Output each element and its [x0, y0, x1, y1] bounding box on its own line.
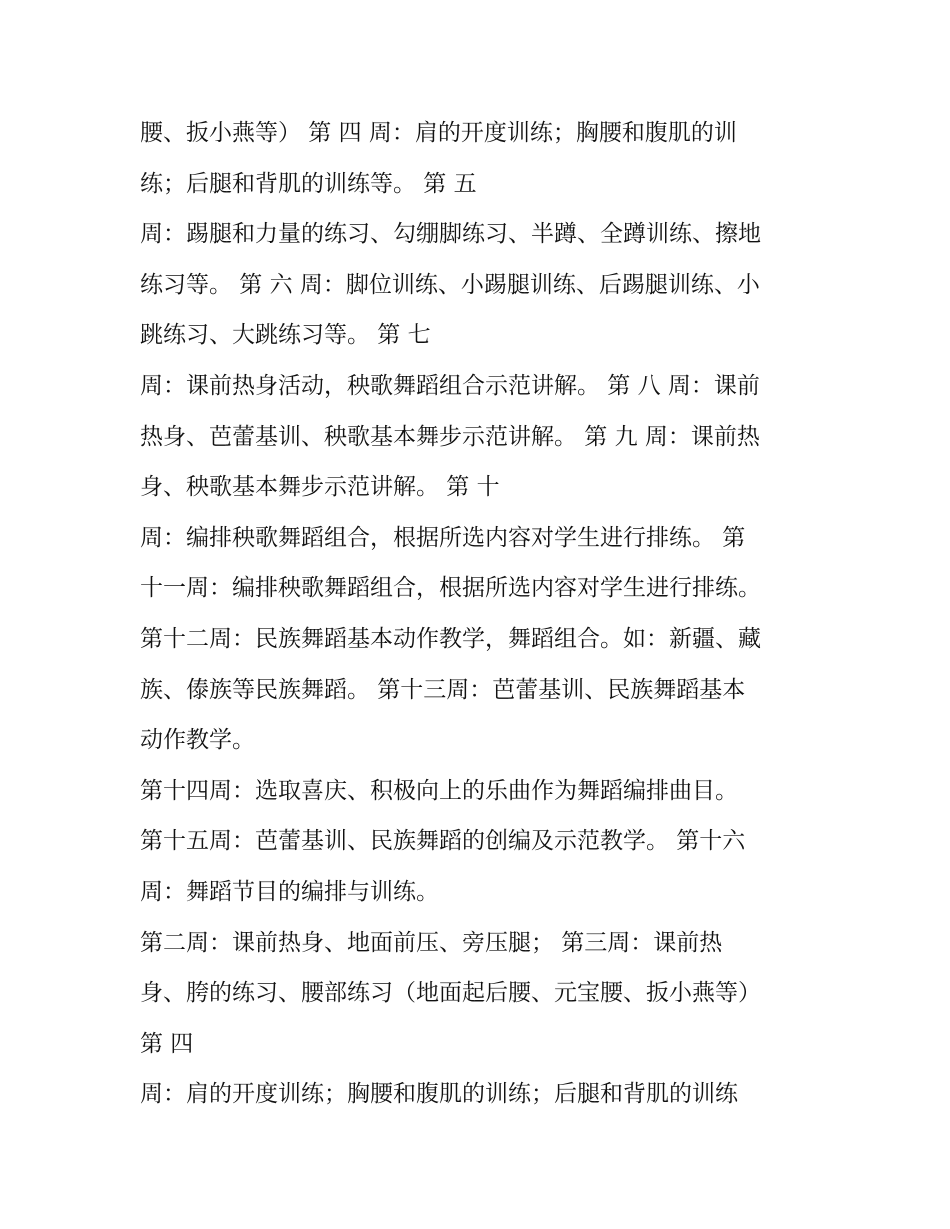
text-line-13: 动作教学。 — [140, 727, 255, 754]
text-line-18: 身、胯的练习、腰部练习（地面起后腰、元宝腰、扳小燕等） — [140, 980, 761, 1007]
text-line-10: 十一周：编排秧歌舞蹈组合，根据所选内容对学生进行排练。 — [140, 575, 761, 602]
text-line-6: 周：课前热身活动，秧歌舞蹈组合示范讲解。 第 八 周：课前 — [140, 372, 760, 399]
text-line-4: 练习等。 第 六 周：脚位训练、小踢腿训练、后踢腿训练、小 — [140, 271, 760, 298]
text-line-2: 练；后腿和背肌的训练等。 第 五 — [140, 170, 477, 197]
text-line-8: 身、秧歌基本舞步示范讲解。 第 十 — [140, 474, 500, 501]
text-line-7: 热身、芭蕾基训、秧歌基本舞步示范讲解。 第 九 周：课前热 — [140, 423, 760, 450]
body-text — [140, 108, 840, 1120]
text-line-15: 第十五周：芭蕾基训、民族舞蹈的创编及示范教学。 第十六 — [140, 828, 746, 855]
text-line-9: 周：编排秧歌舞蹈组合，根据所选内容对学生进行排练。 第 — [140, 524, 746, 551]
text-line-12: 族、傣族等民族舞蹈。 第十三周：芭蕾基训、民族舞蹈基本 — [140, 676, 746, 703]
text-line-5: 跳练习、大跳练习等。 第 七 — [140, 322, 431, 349]
text-line-14: 第十四周：选取喜庆、积极向上的乐曲作为舞蹈编排曲目。 — [140, 777, 738, 804]
text-line-16: 周：舞蹈节目的编排与训练。 — [140, 878, 439, 905]
text-line-17: 第二周：课前热身、地面前压、旁压腿； 第三周：课前热 — [140, 929, 723, 956]
text-line-1: 腰、扳小燕等） 第 四 周：肩的开度训练；胸腰和腹肌的训 — [140, 120, 737, 146]
text-line-20: 周：肩的开度训练；胸腰和腹肌的训练；后腿和背肌的训练 — [140, 1081, 738, 1108]
text-line-19: 第 四 — [140, 1030, 194, 1057]
text-line-11: 第十二周：民族舞蹈基本动作教学，舞蹈组合。如：新疆、藏 — [140, 625, 761, 652]
text-line-3: 周：踢腿和力量的练习、勾绷脚练习、半蹲、全蹲训练、擦地 — [140, 221, 761, 248]
